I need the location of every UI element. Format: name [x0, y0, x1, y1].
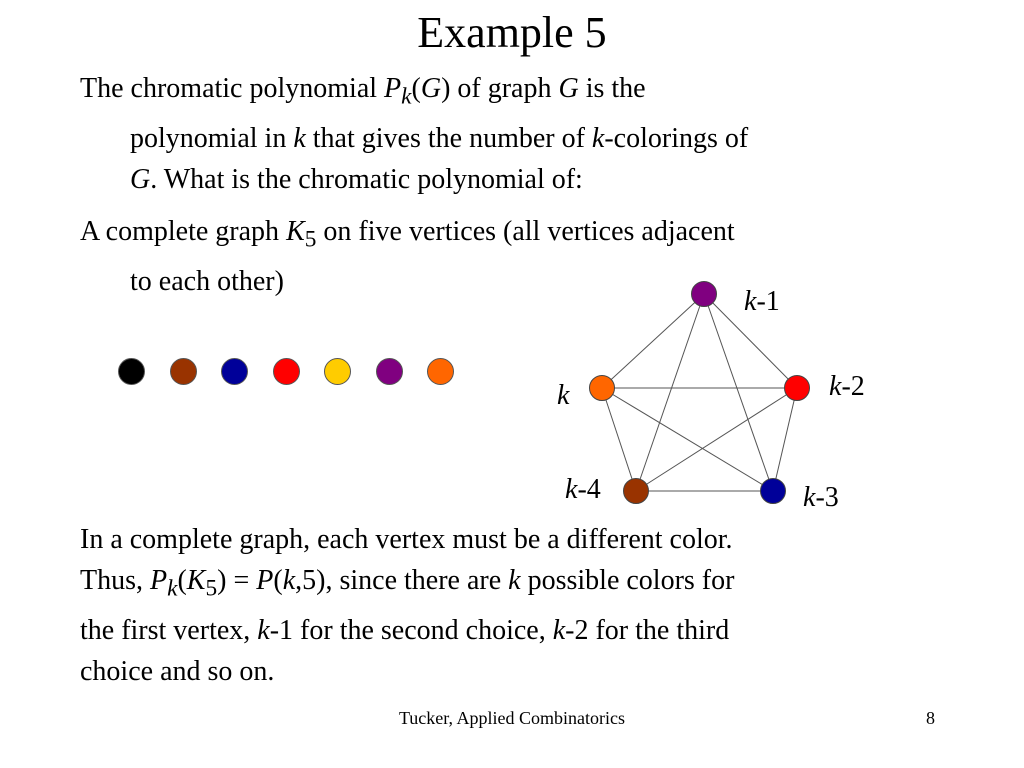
question-paragraph: A complete graph $K_5$ on five vertices (all vertices adjacent to each other) [80, 216, 735, 297]
color-palette [118, 358, 458, 386]
complete-graph-k5 [545, 270, 885, 520]
color-swatch [170, 358, 197, 385]
vertex-label: k-2 [829, 371, 865, 402]
graph-vertex [692, 282, 717, 307]
graph-vertex [590, 376, 615, 401]
vertex-label: k-3 [803, 482, 839, 513]
color-swatch [273, 358, 300, 385]
graph-canvas [545, 270, 885, 520]
graph-edge [773, 388, 797, 491]
vertex-label: k-4 [565, 474, 601, 505]
slide-title: Example 5 [417, 8, 607, 57]
definition-paragraph: The chromatic polynomial $P_k(G)$ of graph G is the polynomial in k that gives the number of k-colorings of G. What is the chromatic polynomial of: [80, 73, 749, 195]
graph-edge [602, 294, 704, 388]
color-swatch [324, 358, 351, 385]
graph-edge [704, 294, 773, 491]
footer-source: Tucker, Applied Combinatorics [398, 708, 626, 728]
answer-paragraph: In a complete graph, each vertex must be a different color. Thus, $P_k(K_5) = P(k,5)$, since there are k possible colors for the first vertex, k-1 for the second choice, k-2 for the third choice and so on. [80, 524, 735, 687]
graph-vertex [761, 479, 786, 504]
graph-vertex [785, 376, 810, 401]
graph-edge [602, 388, 636, 491]
color-swatch [221, 358, 248, 385]
graph-edge [602, 388, 773, 491]
graph-vertex [624, 479, 649, 504]
graph-edge [636, 388, 797, 491]
vertex-label: k-1 [744, 286, 780, 317]
color-swatch [376, 358, 403, 385]
graph-edge [636, 294, 704, 491]
page-number: 8 [926, 708, 935, 728]
vertex-label: k [557, 380, 570, 411]
color-swatch [118, 358, 145, 385]
color-swatch [427, 358, 454, 385]
